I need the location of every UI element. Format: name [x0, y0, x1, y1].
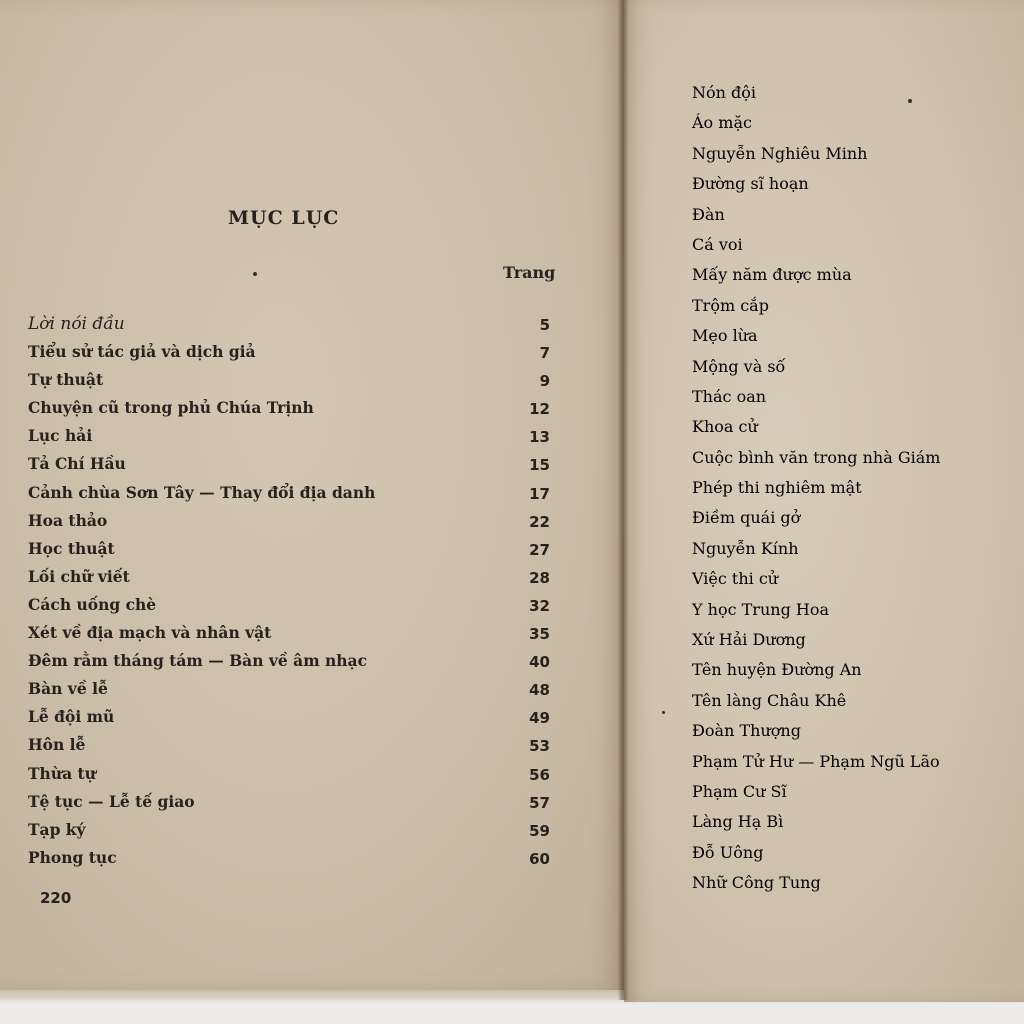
page-column-header: Trang: [503, 263, 556, 282]
toc-list-left: [28, 314, 588, 876]
toc-entry-title: Cuộc bình văn trong nhà Giám: [692, 447, 941, 467]
toc-entry-title: Chuyện cũ trong phủ Chúa Trịnh: [28, 398, 314, 418]
toc-entry: [692, 265, 1012, 295]
toc-entry: [28, 764, 588, 792]
toc-entry-title: Thác oan: [692, 386, 767, 406]
toc-entry-title: Đàn: [692, 204, 725, 224]
toc-entry: [692, 630, 1012, 660]
toc-entry-title: Tiểu sử tác giả và dịch giả: [28, 342, 256, 362]
toc-entry: [28, 848, 588, 876]
toc-entry: [692, 83, 1012, 113]
toc-entry-title: Đoàn Thượng: [692, 721, 801, 741]
toc-entry-title: Cảnh chùa Sơn Tây — Thay đổi địa danh: [28, 482, 376, 502]
toc-entry: [692, 326, 1012, 356]
toc-entry-title: Điềm quái gở: [692, 508, 801, 528]
toc-title: MỤC LỤC: [228, 207, 340, 229]
toc-entry: [692, 782, 1012, 812]
toc-entry: [692, 478, 1012, 508]
toc-entry: [692, 600, 1012, 630]
toc-entry-title: Phép thi nghiêm mật: [692, 478, 862, 498]
toc-entry-title: Lời nói đầu: [28, 314, 125, 334]
toc-entry-page: 7: [539, 344, 550, 363]
toc-entry-page: 53: [529, 737, 550, 756]
toc-entry-title: Hôn lễ: [28, 735, 86, 755]
toc-entry: [28, 735, 588, 763]
page-number: 220: [40, 889, 72, 907]
toc-entry: [692, 205, 1012, 235]
toc-entry-title: Khoa cử: [692, 417, 758, 437]
toc-entry-title: Đỗ Uông: [692, 842, 764, 862]
toc-entry-title: Áo mặc: [692, 113, 752, 133]
toc-entry-title: Hoa thảo: [28, 510, 108, 530]
toc-entry-title: Tạp ký: [28, 819, 86, 839]
toc-entry: [692, 691, 1012, 721]
toc-entry: [28, 679, 588, 707]
toc-entry-page: 15: [529, 456, 550, 475]
toc-entry-title: Nguyễn Nghiêu Minh: [692, 143, 868, 163]
toc-entry-title: Cá voi: [692, 234, 743, 254]
toc-entry: [692, 873, 1012, 903]
toc-entry: [692, 508, 1012, 538]
toc-entry-title: Cách uống chè: [28, 594, 157, 614]
toc-entry: [692, 417, 1012, 447]
toc-entry: [28, 567, 588, 595]
toc-entry-title: Tên huyện Đường An: [692, 660, 862, 680]
toc-entry-title: Đường sĩ hoạn: [692, 174, 809, 194]
toc-entry-title: Làng Hạ Bì: [692, 812, 784, 832]
toc-entry-title: Lễ đội mũ: [28, 707, 115, 727]
toc-entry: [692, 843, 1012, 873]
toc-entry-title: Mấy năm được mùa: [692, 265, 852, 285]
toc-entry-title: Nón đội: [692, 83, 757, 102]
toc-entry-title: Xứ Hải Dương: [692, 630, 806, 650]
toc-entry: [692, 812, 1012, 842]
toc-entry: [692, 569, 1012, 599]
toc-entry-title: Tự thuật: [28, 370, 104, 390]
toc-entry-title: Nguyễn Kính: [692, 538, 799, 558]
toc-entry-title: Xét về địa mạch và nhân vật: [28, 623, 272, 643]
toc-entry: [28, 314, 588, 342]
toc-entry-title: Trộm cắp: [692, 295, 769, 315]
toc-entry-page: 32: [529, 596, 550, 615]
toc-entry-page: 48: [529, 681, 550, 700]
toc-entry-title: Tên làng Châu Khê: [692, 690, 847, 710]
toc-entry-page: 28: [529, 568, 550, 587]
toc-entry-page: 60: [529, 849, 550, 868]
toc-entry: [692, 387, 1012, 417]
toc-entry-page: 5: [539, 316, 550, 334]
toc-entry-title: Phạm Tử Hư — Phạm Ngũ Lão: [692, 751, 940, 771]
toc-entry: [692, 539, 1012, 569]
toc-entry-title: Thừa tự: [28, 763, 96, 783]
ink-dot: [253, 272, 257, 276]
toc-entry-page: 13: [529, 428, 550, 447]
toc-entry: [28, 623, 588, 651]
toc-entry-title: Lối chữ viết: [28, 566, 130, 586]
toc-entry-page: 59: [529, 821, 550, 840]
toc-entry-page: 17: [529, 484, 550, 503]
toc-entry: [28, 370, 588, 398]
toc-entry: [692, 721, 1012, 751]
toc-entry: [692, 357, 1012, 387]
toc-entry-page: 40: [529, 653, 550, 672]
toc-entry-page: 12: [529, 400, 550, 419]
toc-entry-title: Phong tục: [28, 847, 117, 867]
toc-entry: [28, 792, 588, 820]
toc-entry: [692, 296, 1012, 326]
toc-entry-page: 49: [529, 709, 550, 728]
toc-entry: [692, 174, 1012, 204]
toc-entry-page: 56: [529, 765, 550, 784]
toc-entry-page: 9: [539, 372, 550, 391]
toc-entry: [28, 820, 588, 848]
ink-dot: [662, 711, 665, 714]
toc-entry: [692, 113, 1012, 143]
toc-entry: [28, 426, 588, 454]
toc-entry: [28, 342, 588, 370]
toc-entry-title: Lục hải: [28, 426, 93, 446]
toc-entry-title: Phạm Cư Sĩ: [692, 781, 787, 801]
toc-entry: [28, 398, 588, 426]
toc-entry-title: Đêm rằm tháng tám — Bàn về âm nhạc: [28, 651, 368, 671]
toc-entry: [28, 651, 588, 679]
toc-entry: [28, 454, 588, 482]
toc-entry-title: Tệ tục — Lễ tế giao: [28, 791, 195, 811]
toc-entry: [28, 707, 588, 735]
toc-entry: [28, 539, 588, 567]
book-gutter: [618, 0, 628, 1000]
toc-entry-title: Bàn về lễ: [28, 679, 108, 699]
toc-entry-title: Tả Chí Hầu: [28, 454, 126, 474]
toc-entry: [28, 483, 588, 511]
toc-entry: [28, 511, 588, 539]
toc-entry-page: 35: [529, 625, 550, 644]
toc-entry: [692, 448, 1012, 478]
toc-entry: [692, 660, 1012, 690]
toc-entry: [692, 752, 1012, 782]
toc-entry-title: Việc thi cử: [692, 569, 779, 589]
toc-entry: [692, 144, 1012, 174]
toc-entry: [692, 235, 1012, 265]
toc-entry-page: 22: [529, 512, 550, 531]
toc-entry-title: Mộng và số: [692, 356, 786, 376]
toc-entry-page: 27: [529, 540, 550, 559]
toc-entry-title: Học thuật: [28, 538, 115, 558]
toc-entry-title: Mẹo lừa: [692, 326, 758, 346]
toc-entry-page: 57: [529, 793, 550, 812]
toc-entry-title: Y học Trung Hoa: [692, 599, 830, 619]
toc-list-right: [692, 83, 1012, 904]
toc-entry: [28, 595, 588, 623]
toc-entry-title: Nhữ Công Tung: [692, 873, 821, 893]
